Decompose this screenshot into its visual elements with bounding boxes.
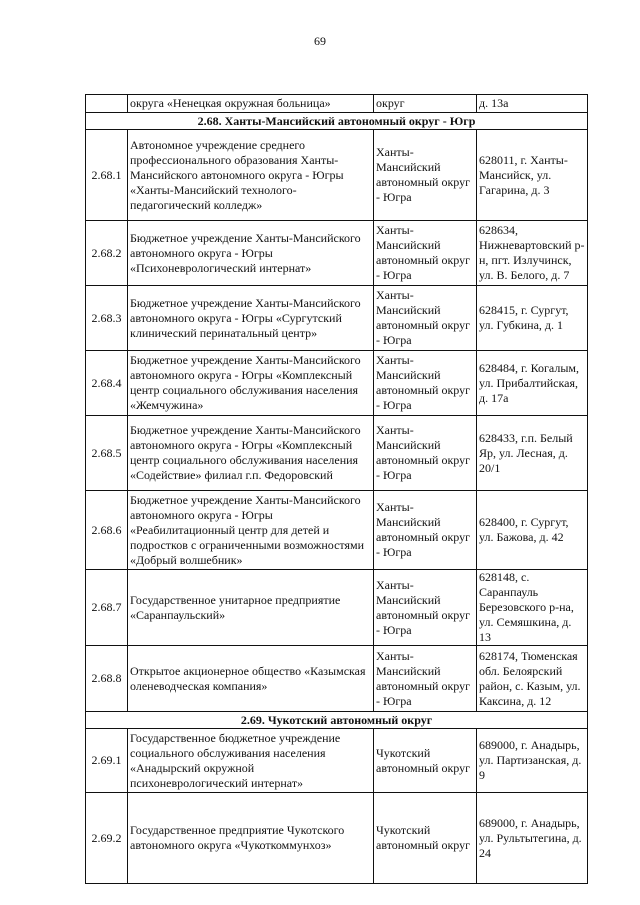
section-header-row	[86, 113, 588, 130]
organization-name: Государственное бюджетное учреждение социального обслуживания населения «Анадырский окружной психоневрологический интернат»	[128, 729, 374, 793]
okrug-name: Чукотский автономный округ	[374, 793, 477, 884]
table-row	[86, 793, 588, 884]
okrug-name: Ханты-Мансийский автономный округ - Югра	[374, 570, 477, 646]
row-number: 2.68.6	[86, 491, 128, 570]
row-number: 2.68.5	[86, 416, 128, 491]
row-number	[86, 95, 128, 113]
table-row	[86, 491, 588, 570]
address: 628415, г. Сургут, ул. Губкина, д. 1	[477, 286, 588, 351]
organization-name: Бюджетное учреждение Ханты-Мансийского автономного округа - Югры «Сургутский клинический перинатальный центр»	[128, 286, 374, 351]
section-title: 2.68. Ханты-Мансийский автономный округ - Югр	[86, 113, 588, 130]
organization-name: Бюджетное учреждение Ханты-Мансийского автономного округа - Югры «Реабилитационный центр для детей и подростков с ограниченными возможностями «Добрый волшебник»	[128, 491, 374, 570]
address: 689000, г. Анадырь, ул. Партизанская, д. 9	[477, 729, 588, 793]
address: д. 13а	[477, 95, 588, 113]
okrug-name: Ханты-Мансийский автономный округ - Югра	[374, 646, 477, 712]
row-number: 2.68.8	[86, 646, 128, 712]
page-number: 69	[314, 34, 326, 48]
organization-name: Государственное унитарное предприятие «Саранпаульский»	[128, 570, 374, 646]
organization-name: Государственное предприятие Чукотского автономного округа «Чукоткоммунхоз»	[128, 793, 374, 884]
row-number: 2.68.7	[86, 570, 128, 646]
organization-name: округа «Ненецкая окружная больница»	[128, 95, 374, 113]
organization-name: Автономное учреждение среднего профессионального образования Ханты-Мансийского автономного округа - Югры «Ханты-Мансийский технолого-педагогический колледж»	[128, 130, 374, 221]
okrug-name: Ханты-Мансийский автономный округ - Югра	[374, 416, 477, 491]
table-row	[86, 351, 588, 416]
okrug-name: Чукотский автономный округ	[374, 729, 477, 793]
table-row	[86, 286, 588, 351]
okrug-name: Ханты-Мансийский автономный округ - Югра	[374, 286, 477, 351]
row-number: 2.68.2	[86, 221, 128, 286]
organization-name: Бюджетное учреждение Ханты-Мансийского автономного округа - Югры «Комплексный центр социального обслуживания населения «Жемчужина»	[128, 351, 374, 416]
address: 628634, Нижневартовский р-н, пгт. Излучинск, ул. В. Белого, д. 7	[477, 221, 588, 286]
table-row	[86, 646, 588, 712]
table-row	[86, 130, 588, 221]
organization-name: Бюджетное учреждение Ханты-Мансийского автономного округа - Югры «Психоневрологический интернат»	[128, 221, 374, 286]
okrug-name: округ	[374, 95, 477, 113]
section-header-row	[86, 712, 588, 729]
okrug-name: Ханты-Мансийский автономный округ - Югра	[374, 351, 477, 416]
address: 628484, г. Когалым, ул. Прибалтийская, д. 17а	[477, 351, 588, 416]
table-row	[86, 570, 588, 646]
row-number: 2.69.1	[86, 729, 128, 793]
table-row	[86, 95, 588, 113]
table-row	[86, 729, 588, 793]
address: 628011, г. Ханты-Мансийск, ул. Гагарина, д. 3	[477, 130, 588, 221]
organization-name: Бюджетное учреждение Ханты-Мансийского автономного округа - Югры «Комплексный центр социального обслуживания населения «Содействие» филиал г.п. Федоровский	[128, 416, 374, 491]
address: 628148, с. Саранпауль Березовского р-на, ул. Семяшкина, д. 13	[477, 570, 588, 646]
address: 628433, г.п. Белый Яр, ул. Лесная, д. 20/1	[477, 416, 588, 491]
organization-name: Открытое акционерное общество «Казымская оленеводческая компания»	[128, 646, 374, 712]
table-row	[86, 221, 588, 286]
row-number: 2.69.2	[86, 793, 128, 884]
institutions-table	[85, 94, 588, 884]
address: 689000, г. Анадырь, ул. Рультытегина, д. 24	[477, 793, 588, 884]
address: 628174, Тюменская обл. Белоярский район, с. Казым, ул. Каксина, д. 12	[477, 646, 588, 712]
okrug-name: Ханты-Мансийский автономный округ - Югра	[374, 130, 477, 221]
row-number: 2.68.4	[86, 351, 128, 416]
okrug-name: Ханты-Мансийский автономный округ - Югра	[374, 221, 477, 286]
row-number: 2.68.1	[86, 130, 128, 221]
address: 628400, г. Сургут, ул. Бажова, д. 42	[477, 491, 588, 570]
section-title: 2.69. Чукотский автономный округ	[86, 712, 588, 729]
table-row	[86, 416, 588, 491]
okrug-name: Ханты-Мансийский автономный округ - Югра	[374, 491, 477, 570]
row-number: 2.68.3	[86, 286, 128, 351]
